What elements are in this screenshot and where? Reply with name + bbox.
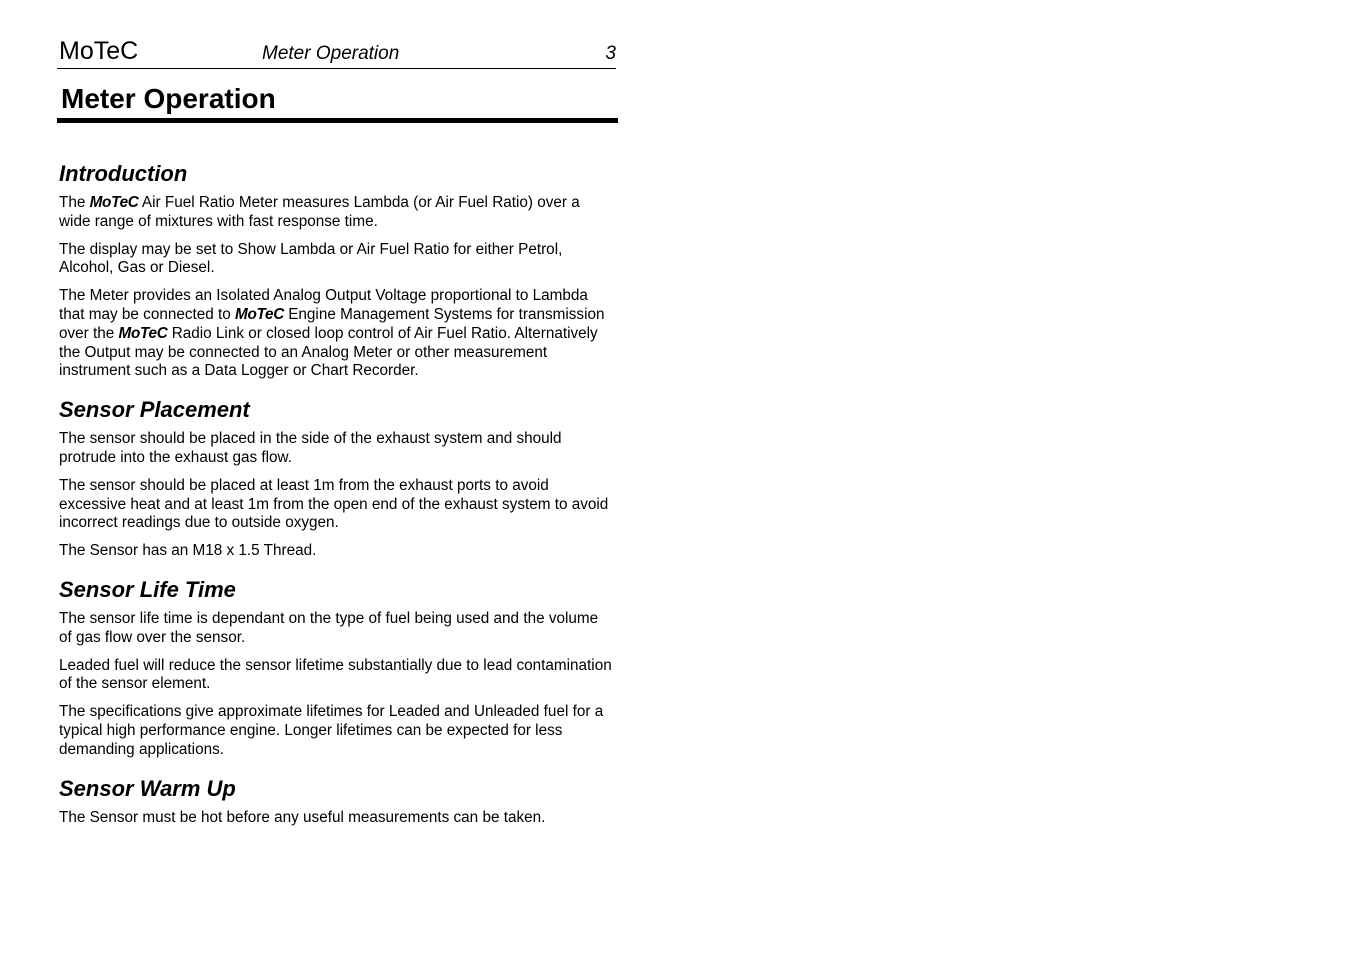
section-introduction [59,159,615,381]
section-sensor-warm-up [59,774,615,828]
page-title-text: Meter Operation [61,83,276,114]
section-heading: Introduction [59,161,188,186]
paragraph: The sensor life time is dependant on the type of fuel being used and the volume of gas flow over the sensor. [59,609,599,646]
brand-name-inline: MoTeC [89,194,139,211]
section-heading: Sensor Life Time [59,576,236,602]
paragraph [59,287,615,381]
paragraph: Leaded fuel will reduce the sensor lifetime substantially due to lead contamination of the sensor element. [59,656,612,693]
header-section-title: Meter Operation [262,43,400,64]
section-sensor-life-time [59,575,615,760]
brand-name-inline: MoTeC [235,305,284,323]
document-body [59,159,615,841]
section-heading: Sensor Placement [59,397,250,423]
text-run: The Meter provides an Isolated Analog Output Voltage proportional to Lambda that may be connected to [59,287,588,323]
paragraph: The specifications give approximate lifetimes for Leaded and Unleaded fuel for a typical high performance engine. Longer lifetimes can be expected for less demanding applications. [59,703,604,758]
section-sensor-placement [59,395,615,561]
paragraph: The Sensor has an M18 x 1.5 Thread. [59,542,317,560]
header-page-number: 3 [605,43,616,64]
section-heading: Sensor Warm Up [59,775,236,801]
page-title [57,82,618,123]
header-brand: MoTeC [59,37,139,65]
paragraph: The display may be set to Show Lambda or Air Fuel Ratio for either Petrol, Alcohol, Gas or Diesel. [59,240,563,277]
text-run: Engine Management Systems for transmission over the [59,305,605,342]
text-run: Air Fuel Ratio Meter measures Lambda (or Air Fuel Ratio) over a wide range of mixtures with fast response time. [59,194,580,230]
brand-name-inline: MoTeC [118,324,168,342]
paragraph: The sensor should be placed at least 1m from the exhaust ports to avoid excessive heat and at least 1m from the open end of the exhaust system to avoid incorrect readings due to outside oxygen. [59,476,609,532]
paragraph: The Sensor must be hot before any useful measurements can be taken. [59,808,546,826]
text-run: Radio Link or closed loop control of Air Fuel Ratio. Alternatively the Output may be connected to an Analog Meter or other measurement instrument such as a Data Logger or Chart Recorder. [59,324,598,380]
paragraph [59,194,615,232]
running-header [57,36,616,69]
paragraph: The sensor should be placed in the side of the exhaust system and should protrude into the exhaust gas flow. [59,430,562,466]
text-run: The [59,194,90,211]
